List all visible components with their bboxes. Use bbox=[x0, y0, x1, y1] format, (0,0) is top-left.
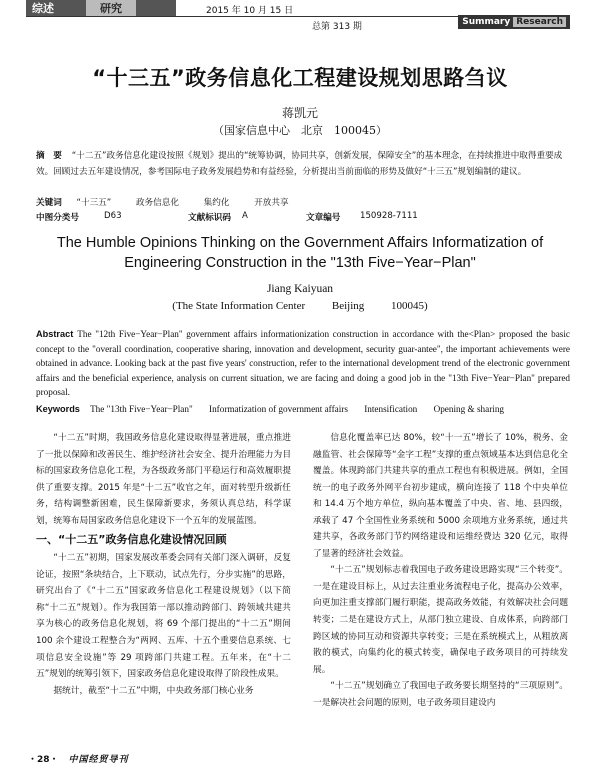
abstract-en-text: The "12th Five−Year−Plan" government affairs informationization construction in accordance with the<Plan> proposed the basic concept to the "overall coordination, cooperative sharing, innovation and development, security guar-antee", the important achievements were obtained in advance. Looking back at the past five years' construction, refer to the international development trend of the electronic government affairs and the beneficial experience, analysis on current situation, we are facing and doing a good job in the "13th Five−Year−Plan" prepared proposal. bbox=[36, 329, 570, 397]
affiliation-en-code: 100045) bbox=[391, 300, 428, 312]
section-label: 综述 bbox=[32, 2, 54, 15]
keyword-cn: 集约化 bbox=[203, 198, 230, 208]
section-label-2: 研究 bbox=[86, 0, 136, 17]
abstract-en-label: Abstract bbox=[36, 329, 74, 339]
abstract-cn bbox=[36, 149, 568, 180]
abstract-cn-text: “十二五”政务信息化建设按照《规划》提出的“统筹协调，协同共享，创新发展，保障安全”的基本理念，在持续推进中取得重要成效。回顾过去五年建设情况，参考国际电子政务发展趋势和有益经验，分析提出当前面临的形势及做好“十三五”规划编制的建议。 bbox=[36, 151, 563, 177]
paragraph: “十二五”时期，我国政务信息化建设取得显著进展，重点推进了一批以保障和改善民生、维护经济社会安全、提升治理能力为目标的国家政务信息化工程，为各级政务部门平稳运行和高效履职提供了重要支撑。2015 年是“十二五”收官之年，面对转型升级新任务，结构调整新困难，民生保障新要求，务须认真总结，科学谋划，统筹布局国家政务信息化建设下一个五年的发展蓝图。 bbox=[36, 433, 291, 526]
title-en-line-1: The Humble Opinions Thinking on the Government Affairs Informatization of bbox=[56, 235, 544, 251]
keywords-en-label: Keywords bbox=[36, 404, 80, 414]
affiliation-en-org: (The State Information Center bbox=[172, 300, 306, 312]
doc-code-label: 文献标识码 bbox=[188, 213, 231, 223]
category-tag bbox=[458, 15, 570, 29]
keyword-cn: 开放共享 bbox=[254, 198, 289, 208]
author-en: Jiang Kaiyuan bbox=[266, 283, 334, 295]
tag-summary: Summary bbox=[462, 17, 511, 27]
paragraph: “十二五”规划标志着我国电子政务建设思路实现“三个转变”。一是在建设目标上，从过去注重业务流程电子化，提高办公效率，向更加注重支撑部门履行职能，提高政务效能，有效解决社会问题转变；二是在建设方式上，从部门独立建设、自成体系，向跨部门跨区域的协同互动和资源共享转变；三是在系统模式上，从粗放离散的模式，向集约化的模式转变，确保电子政务项目的可持续发展。 bbox=[313, 565, 568, 675]
section-heading: 一、“十二五”政务信息化建设情况回顾 bbox=[36, 533, 227, 547]
paragraph: 据统计，截至“十二五”中期，中央政务部门核心业务 bbox=[53, 685, 254, 696]
keywords-cn bbox=[36, 196, 311, 208]
page-number: ・28・ bbox=[28, 755, 59, 765]
keyword-en: The "13th Five−Year−Plan" bbox=[90, 404, 193, 414]
section-badge bbox=[26, 0, 176, 17]
keywords-cn-label: 关键词 bbox=[36, 198, 62, 208]
issue-date: 2015 年 10 月 15 日 bbox=[206, 6, 294, 16]
title-en-line-2: Engineering Construction in the "13th Five−Year−Plan" bbox=[124, 255, 476, 271]
body-column-left bbox=[36, 430, 291, 699]
keyword-en: Intensification bbox=[364, 404, 418, 414]
doc-code-value: A bbox=[242, 211, 248, 221]
clc-value: D63 bbox=[104, 211, 122, 221]
keyword-en: Opening & sharing bbox=[433, 404, 505, 414]
keywords-en bbox=[36, 404, 518, 414]
clc-label: 中图分类号 bbox=[36, 213, 79, 223]
page-footer bbox=[28, 752, 129, 765]
affiliation-en-city: Beijing bbox=[331, 300, 365, 312]
article-no-value: 150928-7111 bbox=[360, 211, 418, 221]
keyword-en: Informatization of government affairs bbox=[209, 404, 348, 414]
article-title-en bbox=[0, 233, 600, 273]
paragraph: “十二五”初期，国家发展改革委会同有关部门深入调研，反复论证，按照“条块结合，上下联动，试点先行，分步实施”的思路，研究出台了《“十二五”国家政务信息化工程建设规划》（以下简称“十二五”规划）。作为我国第一部以推动跨部门、跨领域共建共享为核心的政务信息化规划，将 69 个部门提出的“十二五”期间 100 余个建设工程整合为“两网、五库、十五个重要信息系统、七项信息安全设施”等 29 项跨部门共建工程。五年来，在“十二五”规划的统筹引领下，国家政务信息化建设取得了阶段性成果。 bbox=[36, 553, 291, 680]
article-title-cn: “十三五”政务信息化工程建设规划思路刍议 bbox=[92, 66, 508, 90]
paragraph: “十二五”规划确立了我国电子政务要长期坚持的“三项原则”。一是解决社会问题的原则，电子政务项目建设内 bbox=[313, 681, 568, 708]
author-cn: 蒋凯元 bbox=[281, 106, 318, 120]
article-no-label: 文章编号 bbox=[306, 213, 341, 223]
keyword-cn: “十三五” bbox=[76, 198, 112, 208]
tag-research: Research bbox=[513, 17, 566, 27]
journal-name: 中国经贸导刊 bbox=[68, 755, 129, 765]
body-column-right bbox=[313, 430, 568, 711]
affiliation-en bbox=[0, 300, 600, 312]
issue-number: 总第 313 期 bbox=[312, 22, 362, 32]
keyword-cn: 政务信息化 bbox=[135, 198, 179, 208]
abstract-en bbox=[36, 327, 570, 400]
affiliation-cn: （国家信息中心 北京 100045） bbox=[213, 124, 387, 137]
paragraph: 信息化覆盖率已达 80%，较“十一五”增长了 10%，税务、金融监管、社会保障等“金字工程”支撑的重点领域基本达到信息化全覆盖。体现跨部门共建共享的重点工程也有积极进展。例如，全国统一的电子政务外网平台初步建成，横向连接了 118 个中央单位和 14.4 万个地方单位，纵向基本覆盖了中央、省、地、县四级，承载了 47 个全国性业务系统和 5000 余项地方业务系统，通过共建共享，各政务部门节约网络建设和运维经费达 320 亿元，取得了显著的经济社会效益。 bbox=[313, 433, 568, 559]
abstract-cn-label: 摘 要 bbox=[36, 151, 62, 161]
